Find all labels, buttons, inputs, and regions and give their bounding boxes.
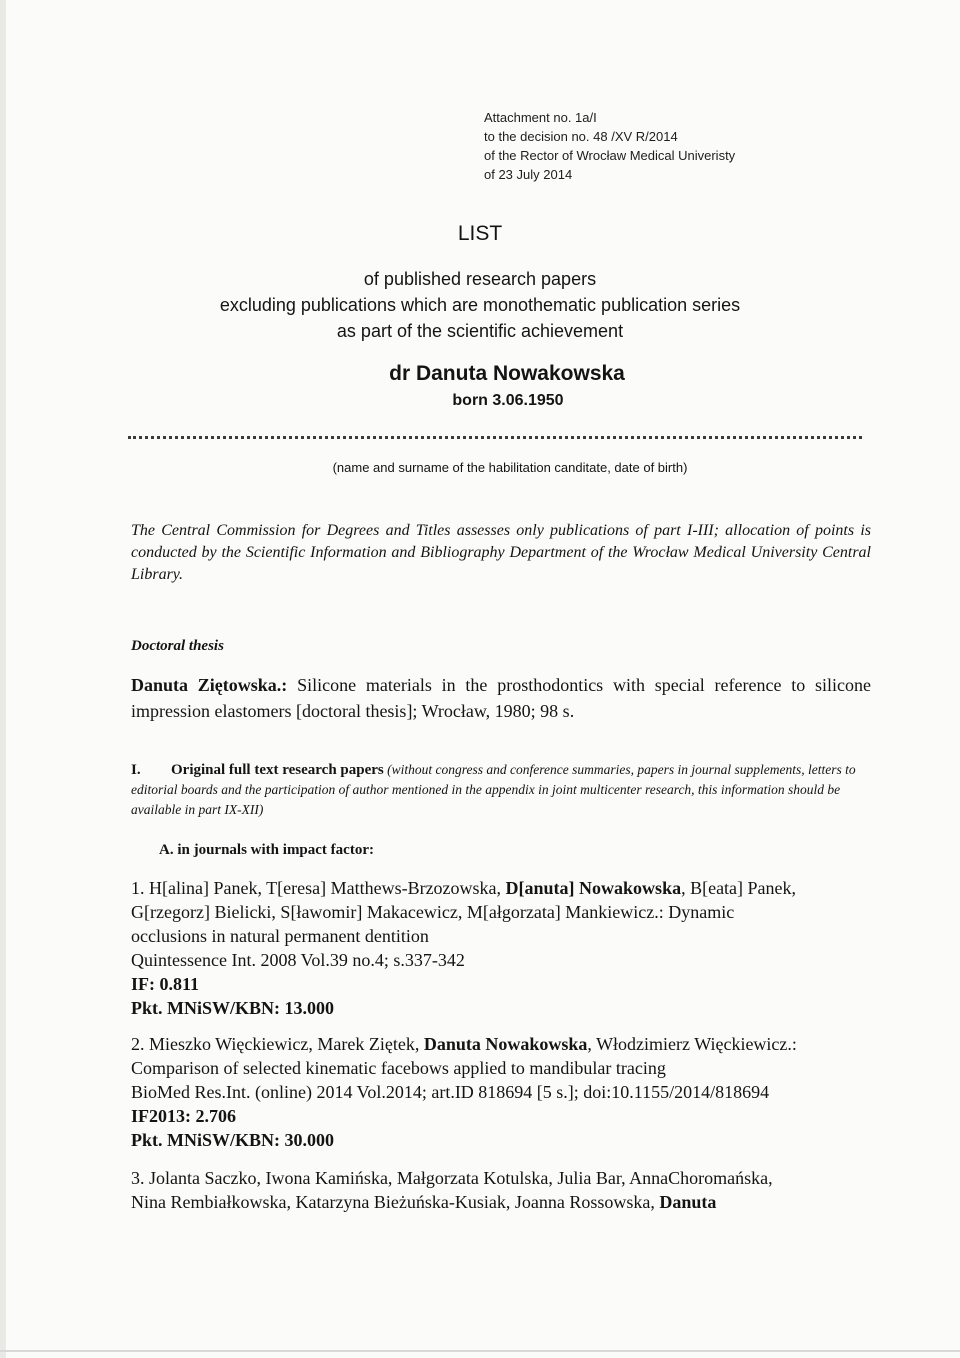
attachment-line: of the Rector of Wrocław Medical Univeristy: [484, 148, 736, 163]
publication-entry: [131, 1166, 875, 1214]
scan-edge: [0, 0, 6, 1358]
entry-highlight-author: Danuta Nowakowska: [423, 1034, 588, 1054]
entry-highlight-author: Danuta: [659, 1192, 717, 1212]
entry-line: 3. Jolanta Saczko, Iwona Kamińska, Małgorzata Kotulska, Julia Bar, AnnaChoromańska,: [131, 1168, 773, 1188]
document-subtitle: [0, 266, 960, 344]
entry-authors: 2. Mieszko Więckiewicz, Marek Ziętek,: [131, 1034, 424, 1054]
section-number: I.: [131, 762, 141, 778]
document-title: LIST: [457, 222, 503, 245]
entry-line: BioMed Res.Int. (online) 2014 Vol.2014; art.ID 818694 [5 s.]; doi:10.1155/2014/818694: [131, 1082, 770, 1102]
subtitle-line: of published research papers: [363, 269, 597, 289]
attachment-line: Attachment no. 1a/I: [484, 110, 597, 125]
section-heading: [131, 760, 875, 820]
thesis-author: Danuta Ziętowska.:: [131, 675, 288, 695]
candidate-birth-date: born 3.06.1950: [452, 392, 564, 409]
entry-authors: 1. H[alina] Panek, T[eresa] Matthews-Brzozowska,: [131, 878, 506, 898]
subtitle-line: excluding publications which are monothematic publication series: [219, 295, 741, 315]
thesis-text: Silicone materials in the prosthodontics with special reference to silicone impression elastomers [doctoral thesis]; Wrocław, 1980; 98 s.: [131, 675, 872, 721]
commission-note: The Central Commission for Degrees and Titles assesses only publications of part I-III; allocation of points is conducted by the Scientific Information and Bibliography Department of the Wrocław Medical University Central Library.: [131, 522, 871, 583]
attachment-line: to the decision no. 48 /XV R/2014: [484, 129, 678, 144]
entry-authors: Nina Rembiałkowska, Katarzyna Bieżuńska-Kusiak, Joanna Rossowska,: [131, 1192, 660, 1212]
subtitle-line: as part of the scientific achievement: [336, 321, 624, 341]
entry-line: [131, 876, 875, 900]
entry-points: Pkt. MNiSW/KBN: 30.000: [131, 1130, 335, 1150]
section-title: Original full text research papers: [171, 762, 384, 778]
entry-line: occlusions in natural permanent dentition: [131, 926, 429, 946]
entry-authors: , B[eata] Panek,: [681, 878, 797, 898]
field-caption: (name and surname of the habilitation canditate, date of birth): [332, 460, 688, 475]
entry-line: Comparison of selected kinematic facebows applied to mandibular tracing: [131, 1058, 666, 1078]
scan-edge-bottom: [0, 1350, 960, 1352]
publication-entry: [131, 876, 875, 1020]
attachment-line: of 23 July 2014: [484, 167, 573, 182]
entry-line: Quintessence Int. 2008 Vol.39 no.4; s.337-342: [131, 950, 465, 970]
candidate-name: dr Danuta Nowakowska: [389, 362, 625, 385]
entry-line: [131, 1032, 875, 1056]
subsection-heading: A. in journals with impact factor:: [159, 842, 374, 858]
attachment-note: [484, 108, 735, 184]
section-note: (without congress and conference summaries, papers in journal supplements, letters to editorial boards and the participation of author mentioned in the appendix in joint multicenter research, this information should be available in part IX-XII): [131, 762, 856, 817]
doctoral-thesis-heading: Doctoral thesis: [131, 638, 224, 654]
entry-points: Pkt. MNiSW/KBN: 13.000: [131, 998, 335, 1018]
entry-impact-factor: IF2013: 2.706: [131, 1106, 236, 1126]
entry-line: G[rzegorz] Bielicki, S[ławomir] Makacewicz, M[ałgorzata] Mankiewicz.: Dynamic: [131, 902, 735, 922]
entry-highlight-author: D[anuta] Nowakowska: [505, 878, 682, 898]
publication-entry: [131, 1032, 875, 1152]
entry-impact-factor: IF: 0.811: [131, 974, 200, 994]
entry-authors: , Włodzimierz Więckiewicz.:: [587, 1034, 797, 1054]
entry-line: [131, 1190, 875, 1214]
dotted-divider: [128, 436, 862, 439]
doctoral-thesis-entry: [131, 672, 871, 724]
